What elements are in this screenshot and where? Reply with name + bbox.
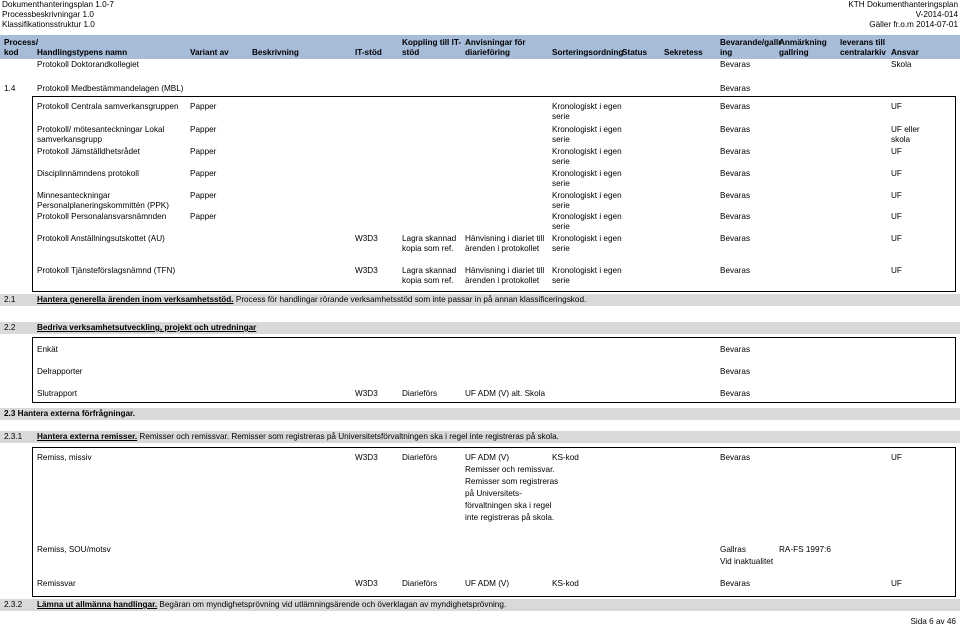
table-row-ansvar: UF (891, 147, 902, 156)
col-bevarande-line2: ing (720, 48, 733, 57)
col-status: Status (622, 48, 648, 57)
table-row-bevarande: Bevaras (720, 579, 751, 588)
valid-from-date: Gäller fr.o.m 2014-07-01 (869, 20, 958, 29)
table-row-variant: Papper (190, 191, 217, 200)
table-row-anvisning-line2: Remisser och remissvar. (465, 465, 555, 474)
col-kod: kod (4, 48, 19, 57)
col-itstod: IT-stöd (355, 48, 382, 57)
row-mbl-name: Protokoll Medbestämmandelagen (MBL) (37, 84, 184, 93)
table-row-name: Protokoll Anställningsutskottet (AU) (37, 234, 165, 243)
table-row-sort-line2: serie (552, 201, 570, 210)
table-row-itstod: W3D3 (355, 266, 378, 275)
table-row-name: Protokoll Tjänsteförslagsnämnd (TFN) (37, 266, 176, 275)
row-doktorand-bevarande: Bevaras (720, 60, 751, 69)
table-row-sort-line1: Kronologiskt i egen (552, 147, 622, 156)
table-row-anvisning-line1: UF ADM (V) (465, 453, 510, 462)
section-2-3-2-code: 2.3.2 (4, 600, 23, 609)
table-row-anvisning-line1: Hänvisning i diariet till (465, 266, 545, 275)
table-row-name: Protokoll Centrala samverkansgruppen (37, 102, 179, 111)
table-row-anvisning-line5: förvaltningen ska i regel (465, 501, 552, 510)
section-2-1-code: 2.1 (4, 295, 16, 304)
table-row-anvisning-line3: Remisser som registreras (465, 477, 559, 486)
table-row-variant: Papper (190, 147, 217, 156)
table-row-bevarande: Bevaras (720, 367, 751, 376)
plan-reference-number: V-2014-014 (915, 10, 958, 19)
table-row-sort-line1: Kronologiskt i egen (552, 102, 622, 111)
table-row-name: Delrapporter (37, 367, 83, 376)
col-anvisningar-line1: Anvisningar för (465, 38, 526, 47)
section-2-2-title: Bedriva verksamhetsutveckling, projekt och utredningar (37, 323, 257, 332)
col-koppling-line2: stöd (402, 48, 420, 57)
table-row-anvisning: UF ADM (V) (465, 579, 510, 588)
table-row-name: Slutrapport (37, 389, 78, 398)
table-row-sort-line2: serie (552, 244, 570, 253)
table-row-anmarkning: RA-FS 1997:6 (779, 545, 831, 554)
table-row-name-line1: Minnesanteckningar (37, 191, 111, 200)
section-2-3-1-text (37, 432, 559, 442)
col-leverans-line1: leverans till (840, 38, 886, 47)
table-row-name: Remissvar (37, 579, 76, 588)
col-sortering: Sorteringsordning (552, 48, 624, 57)
table-row-bevarande: Bevaras (720, 212, 751, 221)
table-row-koppling: Diarieförs (402, 579, 438, 588)
table-row-sort-line1: Kronologiskt i egen (552, 191, 622, 200)
row-mbl-bevarande: Bevaras (720, 84, 751, 93)
section-2-1-description: Process för handlingar rörande verksamhetsstöd som inte passar in på annan klassificeringskod. (233, 295, 587, 304)
section-2-3-1-title: Hantera externa remisser. (37, 432, 138, 441)
table-row-anvisning-line2: ärenden i protokollet (465, 276, 540, 285)
mbl-subtable-box (32, 96, 956, 292)
row-doktorand-ansvar: Skola (891, 60, 912, 69)
col-anmarkning-line2: gallring (779, 48, 809, 57)
section-2-3-1-description: Remisser och remissvar. Remisser som registreras på Universitetsförvaltningen ska i regel inte registreras på skola. (137, 432, 559, 441)
classification-version: Klassifikationsstruktur 1.0 (2, 20, 95, 29)
table-row-bevarande: Bevaras (720, 169, 751, 178)
table-row-name: Remiss, missiv (37, 453, 92, 462)
table-row-sort-line1: Kronologiskt i egen (552, 234, 622, 243)
col-koppling-line1: Koppling till IT- (402, 38, 462, 47)
table-row-bevarande: Bevaras (720, 234, 751, 243)
table-row-ansvar: UF (891, 266, 902, 275)
table-row-ansvar: UF (891, 212, 902, 221)
section-2-1-text (37, 295, 586, 305)
table-row-variant: Papper (190, 169, 217, 178)
col-beskrivning: Beskrivning (252, 48, 299, 57)
table-row-bevarande: Bevaras (720, 147, 751, 156)
table-row-sort-line2: serie (552, 276, 570, 285)
table-row-ansvar-line1: UF eller (891, 125, 920, 134)
table-row-koppling: Diarieförs (402, 389, 438, 398)
table-row-koppling: Diarieförs (402, 453, 438, 462)
table-row-itstod: W3D3 (355, 579, 378, 588)
table-row-anvisning-line6: inte registreras på skola. (465, 513, 555, 522)
table-row-itstod: W3D3 (355, 234, 378, 243)
table-row-ansvar: UF (891, 102, 902, 111)
section-2-3-2-title: Lämna ut allmänna handlingar. (37, 600, 158, 609)
section-2-2-code: 2.2 (4, 323, 16, 332)
table-row-sort-line2: serie (552, 135, 570, 144)
table-row-anvisning-line2: ärenden i protokollet (465, 244, 540, 253)
doc-plan-title: Dokumenthanteringsplan 1.0-7 (2, 0, 114, 9)
table-row-name-line2: Personalplaneringskommittén (PPK) (37, 201, 169, 210)
table-row-variant: Papper (190, 102, 217, 111)
table-row-bevarande: Bevaras (720, 191, 751, 200)
table-row-bevarande-line1: Gallras (720, 545, 746, 554)
table-row-koppling-line2: kopia som ref. (402, 276, 454, 285)
table-row-variant: Papper (190, 125, 217, 134)
section-2-3-2-description: Begäran om myndighetsprövning vid utlämningsärende och överklagan av myndighetsprövning. (157, 600, 507, 609)
section-2-3-1-code: 2.3.1 (4, 432, 23, 441)
table-row-bevarande: Bevaras (720, 345, 751, 354)
table-row-bevarande: Bevaras (720, 266, 751, 275)
table-row-name: Remiss, SOU/motsv (37, 545, 111, 554)
table-row-sort-line1: Kronologiskt i egen (552, 169, 622, 178)
table-row-bevarande: Bevaras (720, 389, 751, 398)
table-row-variant: Papper (190, 212, 217, 221)
col-ansvar: Ansvar (891, 48, 919, 57)
table-row-koppling-line1: Lagra skannad (402, 234, 457, 243)
table-row-anvisning: UF ADM (V) alt. Skola (465, 389, 546, 398)
table-row-ansvar-line2: skola (891, 135, 911, 144)
table-row-name-line1: Protokoll/ mötesanteckningar Lokal (37, 125, 165, 134)
table-row-anvisning-line1: Hänvisning i diariet till (465, 234, 545, 243)
col-bevarande-line1: Bevarande/gallr (720, 38, 782, 47)
section-2-3-title: 2.3 Hantera externa förfrågningar. (4, 409, 136, 418)
table-row-sort: KS-kod (552, 579, 579, 588)
table-row-koppling-line2: kopia som ref. (402, 244, 454, 253)
table-row-ansvar: UF (891, 453, 902, 462)
table-row-ansvar: UF (891, 579, 902, 588)
table-row-itstod: W3D3 (355, 453, 378, 462)
table-row-itstod: W3D3 (355, 389, 378, 398)
table-row-name: Enkät (37, 345, 58, 354)
table-row-bevarande: Bevaras (720, 102, 751, 111)
kth-plan-title: KTH Dokumenthanteringsplan (848, 0, 958, 9)
table-row-sort-line2: serie (552, 112, 570, 121)
table-row-bevarande-line2: Vid inaktualitet (720, 557, 774, 566)
table-row-sort-line1: Kronologiskt i egen (552, 125, 622, 134)
table-row-sort-line1: Kronologiskt i egen (552, 212, 622, 221)
row-doktorand-name: Protokoll Doktorandkollegiet (37, 60, 139, 69)
table-row-ansvar: UF (891, 169, 902, 178)
section-2-3-2-text (37, 600, 506, 610)
col-handlingstyp: Handlingstypens namn (37, 48, 128, 57)
table-row-anvisning-line4: på Universitets- (465, 489, 522, 498)
col-anvisningar-line2: diarieföring (465, 48, 511, 57)
col-anmarkning-line1: Anmärkning (779, 38, 827, 47)
table-row-name-line2: samverkansgrupp (37, 135, 103, 144)
table-row-sort-line2: serie (552, 222, 570, 231)
page-number: Sida 6 av 46 (910, 617, 956, 626)
section-2-3-band (0, 408, 960, 420)
table-row-sort: KS-kod (552, 453, 579, 462)
table-row-bevarande: Bevaras (720, 453, 751, 462)
process-description-version: Processbeskrivningar 1.0 (2, 10, 94, 19)
col-sekretess: Sekretess (664, 48, 703, 57)
col-variant: Variant av (190, 48, 229, 57)
table-row-koppling-line1: Lagra skannad (402, 266, 457, 275)
table-row-ansvar: UF (891, 234, 902, 243)
table-row-name: Disciplinnämndens protokoll (37, 169, 139, 178)
table-row-ansvar: UF (891, 191, 902, 200)
section-2-1-title: Hantera generella ärenden inom verksamhetsstöd. (37, 295, 234, 304)
table-row-sort-line1: Kronologiskt i egen (552, 266, 622, 275)
table-row-name: Protokoll Jämställdhetsrådet (37, 147, 140, 156)
table-row-bevarande: Bevaras (720, 125, 751, 134)
col-process: Process/ (4, 38, 39, 47)
table-row-sort-line2: serie (552, 157, 570, 166)
row-mbl-code: 1.4 (4, 84, 16, 93)
col-leverans-line2: centralarkiv (840, 48, 886, 57)
table-row-name: Protokoll Personalansvarsnämnden (37, 212, 167, 221)
table-row-sort-line2: serie (552, 179, 570, 188)
